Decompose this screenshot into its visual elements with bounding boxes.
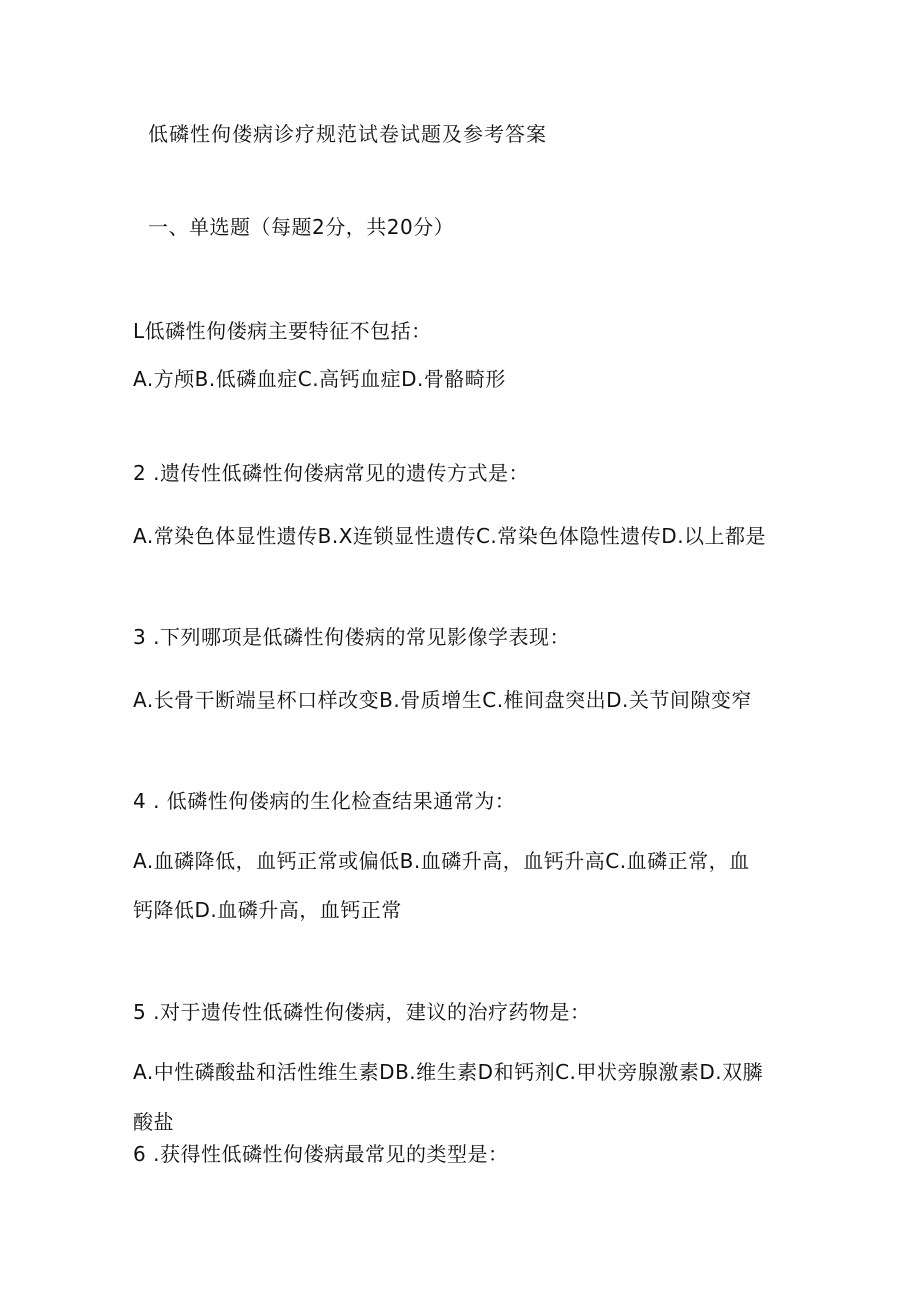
question-5-options-line-1: A.中性磷酸盐和活性维生素DB.维生素D和钙剂C.甲状旁腺激素D.双膦 xyxy=(133,1060,764,1084)
question-3-options: A.长骨干断端呈杯口样改变B.骨质增生C.椎间盘突出D.关节间隙变窄 xyxy=(133,688,752,712)
question-4-options-line-2: 钙降低D.血磷升高，血钙正常 xyxy=(133,898,402,922)
question-2-stem: 2 .遗传性低磷性佝偻病常见的遗传方式是： xyxy=(133,461,529,485)
document-title: 低磷性佝偻病诊疗规范试卷试题及参考答案 xyxy=(148,122,547,146)
question-3-stem: 3 .下列哪项是低磷性佝偻病的常见影像学表现： xyxy=(133,625,570,649)
question-4-stem: 4 . 低磷性佝偻病的生化检查结果通常为： xyxy=(133,789,516,813)
section-heading: 一、单选题（每题2分，共20分） xyxy=(148,215,455,239)
question-6-stem: 6 .获得性低磷性佝偻病最常见的类型是： xyxy=(133,1142,509,1166)
question-5-stem: 5 .对于遗传性低磷性佝偻病，建议的治疗药物是： xyxy=(133,1000,591,1024)
question-1-stem: L低磷性佝偻病主要特征不包括： xyxy=(133,319,432,343)
question-5-options-line-2: 酸盐 xyxy=(133,1110,174,1134)
question-1-options: A.方颅B.低磷血症C.高钙血症D.骨骼畸形 xyxy=(133,367,506,391)
question-4-options-line-1: A.血磷降低，血钙正常或偏低B.血磷升高，血钙升高C.血磷正常，血 xyxy=(133,849,750,873)
question-2-options: A.常染色体显性遗传B.X连锁显性遗传C.常染色体隐性遗传D.以上都是 xyxy=(133,524,767,548)
